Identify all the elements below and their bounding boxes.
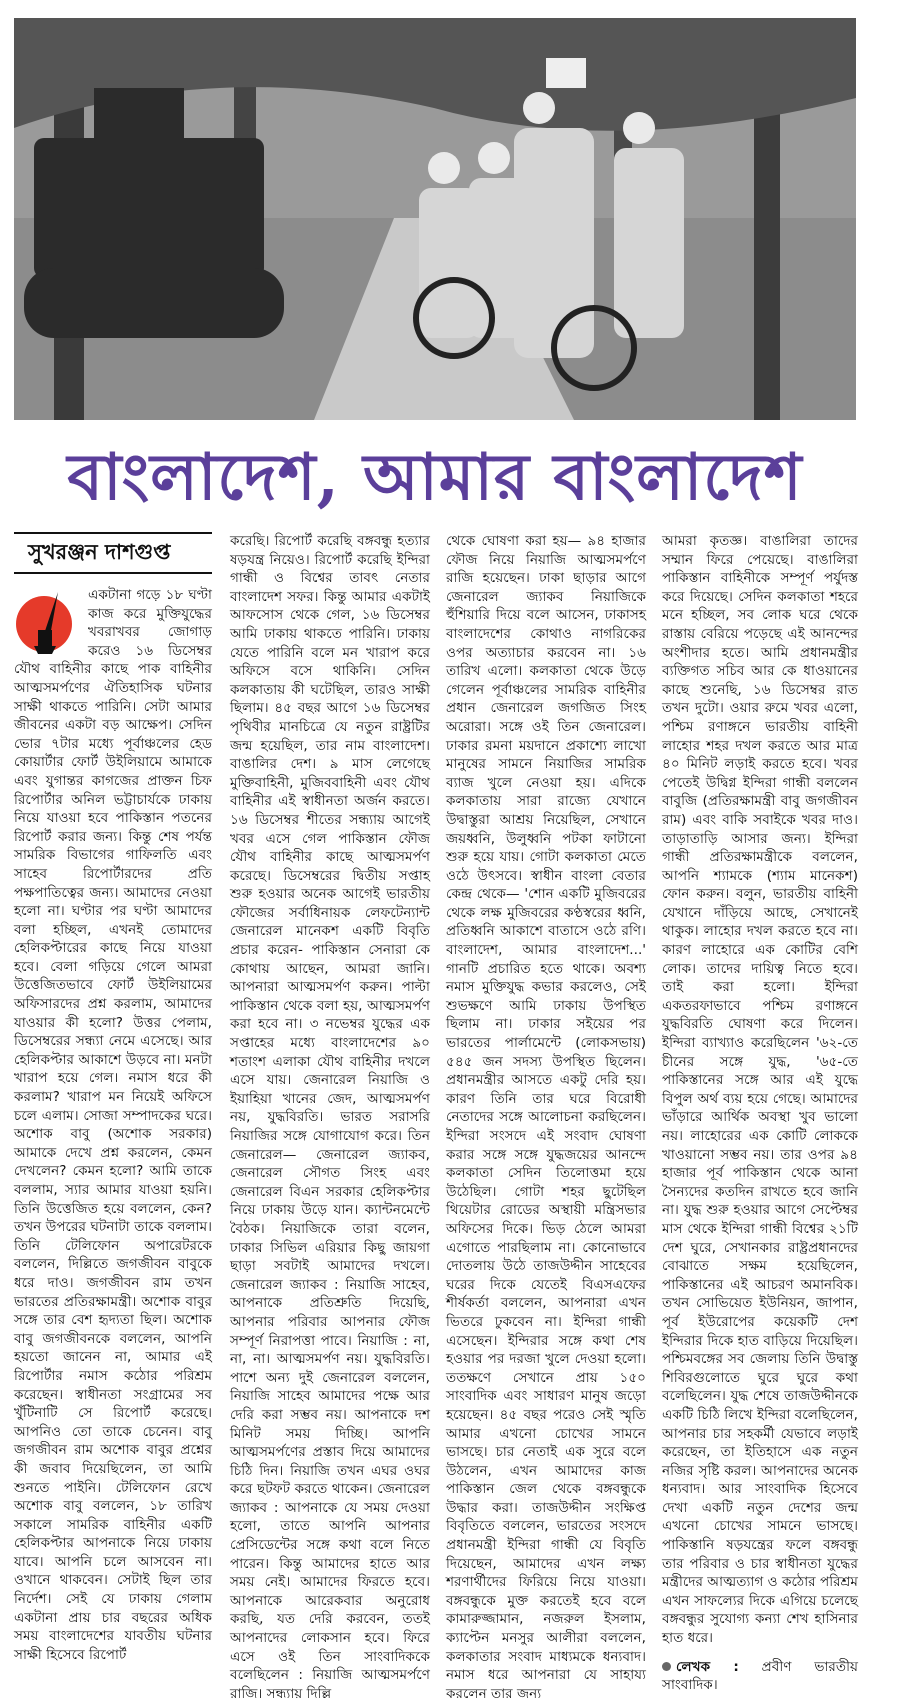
author-note-text: প্রবীণ ভারতীয় সাংবাদিক।: [662, 1658, 858, 1694]
author-note: [662, 1658, 858, 1695]
rocket-logo-icon: [14, 586, 78, 656]
article-column-1: [14, 532, 212, 1663]
column-text: আমরা কৃতজ্ঞ। বাঙালিরা তাদের সম্মান ফিরে পেয়েছে। বাঙালিরা পাকিস্তান বাহিনীকে সম্পূর্ণ পর্যুদস্ত করে দিয়েছে। সেদিন কলকাতা শহরে মনে হচ্ছিল, সব লোক ঘরে থেকে রাস্তায় বেরিয়ে পড়েছে এই আনন্দের অংশীদার হতে। আমি প্রধানমন্ত্রীর ব্যক্তিগত সচিব আর কে ধাওয়ানের কাছে শুনেছি, ১৬ ডিসেম্বর রাত তখন দুটো। ওয়ার রুমে খবর এলো, পশ্চিম রণাঙ্গনে ভারতীয় বাহিনী লাহোর শহর দখল করতে আর মাত্র ৪০ মিনিট লড়াই করতে হবে। খবর পেতেই উদ্বিগ্ন ইন্দিরা গান্ধী বললেন বাবুজি (প্রতিরক্ষামন্ত্রী বাবু জগজীবন রাম) এবং বাকি সবাইকে খবর দাও। তাড়াতাড়ি আসার জন্য। ইন্দিরা গান্ধী প্রতিরক্ষামন্ত্রীকে বললেন, আপনি শ্যামকে (শ্যাম মানেকশ) ফোন করুন। বলুন, ভারতীয় বাহিনী যেখানে দাঁড়িয়ে আছে, সেখানেই থাকুক। লাহোর দখল করতে হবে না। কারণ লাহোরে এক কোটির বেশি লোক। তাদের দায়িত্ব নিতে হবে। তাই করা হলো। ইন্দিরা একতরফাভাবে পশ্চিম রণাঙ্গনে যুদ্ধবিরতি ঘোষণা করে দিলেন। ইন্দিরা ব্যাখ্যাও করেছিলেন '৬২-তে চীনের সঙ্গে যুদ্ধ, '৬৫-তে পাকিস্তানের সঙ্গে আর এই যুদ্ধে বিপুল অর্থ ব্যয় হয়ে গেছে। আমাদের ভাঁড়ারে আর্থিক অবস্থা খুব ভালো নয়। লাহোরের এক কোটি লোককে খাওয়ানো সম্ভব নয়। তার ওপর ৯৪ হাজার পূর্ব পাকিস্তান থেকে আনা সৈন্যদের কতদিন রাখতে হবে জানি না। যুদ্ধ শুরু হওয়ার আগে সেপ্টেম্বর মাস থেকে ইন্দিরা গান্ধী বিশ্বের ২১টি দেশ ঘুরে, সেখানকার রাষ্ট্রপ্রধানদের বোঝাতে সক্ষম হয়েছিলেন, পাকিস্তানের এই আচরণ অমানবিক। তখন সোভিয়েত ইউনিয়ন, জাপান, পূর্ব ইউরোপের কয়েকটি দেশ ইন্দিরার দিকে হাত বাড়িয়ে দিয়েছিল। পশ্চিমবঙ্গের সব জেলায় তিনি উদ্বাস্তু শিবিরগুলোতে ঘুরে ঘুরে কথা বলেছিলেন। যুদ্ধ শেষে তাজউদ্দীনকে একটি চিঠি লিখে ইন্দিরা বলেছিলেন, আপনার চার সহকর্মী যেভাবে লড়াই করেছেন, তা ইতিহাসে এক নতুন নজির সৃষ্টি করল। আপনাদের অনেক ধন্যবাদ। আর সাংবাদিক হিসেবে দেখা একটি নতুন দেশের জন্ম এখনো চোখের সামনে ভাসছে। পাকিস্তানি ষড়যন্ত্রের ফলে বঙ্গবন্ধু তার পরিবার ও চার স্বাধীনতা যুদ্ধের মন্ত্রীদের আত্মত্যাগ ও কঠোর পরিশ্রম এখন সাফল্যের দিকে এগিয়ে চলেছে বঙ্গবন্ধুর সুযোগ্য কন্যা শেখ হাসিনার হাত ধরে।: [662, 533, 858, 1647]
article-column-2: [230, 532, 430, 1702]
bullet-icon: [662, 1662, 671, 1671]
headline: বাংলাদেশ, আমার বাংলাদেশ: [67, 440, 803, 515]
byline: সুখরঞ্জন দাশগুপ্ত: [14, 532, 212, 574]
author-note-label: লেখক :: [676, 1658, 739, 1675]
article-column-3: [446, 532, 646, 1702]
hero-photo: [14, 18, 856, 420]
column-text: থেকে ঘোষণা করা হয়— ৯৪ হাজার ফৌজ নিয়ে নিয়াজি আত্মসমর্পণে রাজি হয়েছেন। ঢাকা ছাড়ার আগে জেনারেল জ্যাকব নিয়াজিকে হুঁশিয়ারি দিয়ে বলে আসেন, ঢাকাসহ বাংলাদেশের কোথাও নাগরিকের ওপর অত্যাচার করবেন না। ১৬ তারিখ এলো। কলকাতা থেকে উড়ে গেলেন পূর্বাঞ্চলের সামরিক বাহিনীর প্রধান জেনারেল জগজিত সিংহ অরোরা। সঙ্গে ওই তিন জেনারেল। ঢাকার রমনা ময়দানে প্রকাশ্যে লাখো মানুষের সামনে নিয়াজির সামরিক ব্যাজ খুলে নেওয়া হয়। এদিকে কলকাতায় সারা রাজ্যে যেখানে উদ্বাস্তুরা আশ্রয় নিয়েছিল, সেখানে জয়ধ্বনি, উলুধ্বনি পটকা ফাটানো শুরু হয়ে যায়। গোটা কলকাতা মেতে ওঠে উৎসবে। স্বাধীন বাংলা বেতার কেন্দ্র থেকে— 'শোন একটি মুজিবরের থেকে লক্ষ মুজিবরের কণ্ঠস্বরের ধ্বনি, প্রতিধ্বনি আকাশে বাতাসে ওঠে রণি। বাংলাদেশ, আমার বাংলাদেশ...' গানটি প্রচারিত হতে থাকে। অবশ্য নমাস মুক্তিযুদ্ধ কভার করলেও, সেই শুভক্ষণে আমি ঢাকায় উপস্থিত ছিলাম না। ঢাকার সইয়ের পর ভারতের পার্লামেন্টে (লোকসভায়) ৫৪৫ জন সদস্য উপস্থিত ছিলেন। প্রধানমন্ত্রীর আসতে একটু দেরি হয়। কারণ তিনি তার ঘরে বিরোধী নেতাদের সঙ্গে আলোচনা করছিলেন। ইন্দিরা সংসদে এই সংবাদ ঘোষণা করার সঙ্গে সঙ্গে যুদ্ধজয়ের আনন্দে কলকাতা সেদিন তিলোত্তমা হয়ে উঠেছিল। গোটা শহর ছুটেছিল থিয়েটার রোডের অস্থায়ী মন্ত্রিসভার অফিসের দিকে। ভিড় ঠেলে আমরা এগোতে পারছিলাম না। কোনোভাবে দোতলায় উঠে তাজউদ্দীন সাহেবের ঘরের দিকে যেতেই বিএসএফের শীর্ষকর্তা বললেন, আপনারা এখন ভিতরে ঢুকবেন না। ইন্দিরা গান্ধী এসেছেন। ইন্দিরার সঙ্গে কথা শেষ হওয়ার পর দরজা খুলে দেওয়া হলো। ততক্ষণে সেখানে প্রায় ১৫০ সাংবাদিক এবং সাধারণ মানুষ জড়ো হয়েছেন। ৪৫ বছর পরেও সেই স্মৃতি আমার এখনো চোখের সামনে ভাসছে। চার নেতাই এক সুরে বলে উঠলেন, এখন আমাদের কাজ পাকিস্তান জেল থেকে বঙ্গবন্ধুকে উদ্ধার করা। তাজউদ্দীন সংক্ষিপ্ত বিবৃতিতে বললেন, ভারতের সংসদে প্রধানমন্ত্রী ইন্দিরা গান্ধী যে বিবৃতি দিয়েছেন, আমাদের এখন লক্ষ্য শরণার্থীদের ফিরিয়ে নিয়ে যাওয়া। বঙ্গবন্ধুকে মুক্ত করতেই হবে বলে কামারুজ্জামান, নজরুল ইসলাম, ক্যাপ্টেন মনসুর আলীরা বললেন, কলকাতার সংবাদ মাধ্যমকে ধন্যবাদ। নমাস ধরে আপনারা যে সাহায্য করলেন তার জন্য: [446, 533, 646, 1702]
column-text: একটানা গড়ে ১৮ ঘণ্টা কাজ করে মুক্তিযুদ্ধের খবরাখবর জোগাড় করেও ১৬ ডিসেম্বর যৌথ বাহিনীর কাছে পাক বাহিনীর আত্মসমর্পণের ঐতিহাসিক ঘটনার সাক্ষী থাকতে পারিনি। সেটা আমার জীবনের একটা বড় আক্ষেপ। সেদিন ভোর ৭টার মধ্যে পূর্বাঞ্চলের হেড কোয়ার্টার ফোর্ট উইলিয়ামে আমাকে এবং যুগান্তর কাগজের প্রাক্তন চিফ রিপোর্টার অনিল ভট্টাচার্যকে ঢাকায় নিয়ে যাওয়া হবে পাকিস্তান পতনের রিপোর্ট করার জন্য। কিন্তু শেষ পর্যন্ত সামরিক বিভাগের গাফিলতি এবং সাহেব রিপোর্টারদের প্রতি পক্ষপাতিত্বের জন্য। আমাদের নেওয়া হলো না। ঘণ্টার পর ঘণ্টা আমাদের বলা হচ্ছিল, এখনই তোমাদের হেলিকপ্টারের কাছে নিয়ে যাওয়া হবে। বেলা গড়িয়ে গেলে আমরা উত্তেজিতভাবে ফোর্ট উইলিয়ামের অফিসারদের প্রশ্ন করলাম, আমাদের যাওয়ার কী হলো? উত্তর পেলাম, ডিসেম্বরের সন্ধ্যা নেমে এসেছে। আর হেলিকপ্টার আকাশে উড়বে না। মনটা খারাপ হয়ে গেল। নমাস ধরে কী করলাম? খারাপ মন নিয়েই অফিসে চলে এলাম। সোজা সম্পাদকের ঘরে। অশোক বাবু (অশোক সরকার) আমাকে দেখে প্রশ্ন করলেন, কেমন দেখলেন? কেমন হলো? আমি তাকে বললাম, স্যার আমার যাওয়া হয়নি। তিনি উত্তেজিত হয়ে বললেন, কেন? তখন উপরের ঘটনাটা তাকে বললাম। তিনি টেলিফোন অপারেটরকে বললেন, দিল্লিতে জগজীবন বাবুকে ধরে দাও। জগজীবন রাম তখন ভারতের প্রতিরক্ষামন্ত্রী। অশোক বাবুর সঙ্গে তার বেশ হৃদ্যতা ছিল। অশোক বাবু জগজীবনকে বললেন, আপনি হয়তো জানেন না, আমার এই রিপোর্টার নমাস কঠোর পরিশ্রম করেছেন। স্বাধীনতা সংগ্রামের সব খুঁটিনাটি সে রিপোর্ট করেছে। আপনিও তো তাকে চেনেন। বাবু জগজীবন রাম অশোক বাবুর প্রশ্নের কী জবাব দিয়েছিলেন, তা আমি শুনতে পাইনি। টেলিফোন রেখে অশোক বাবু বললেন, ১৮ তারিখ সকালে সামরিক বাহিনীর একটি হেলিকপ্টার আপনাকে নিয়ে ঢাকায় যাবে। আপনি চলে আসবেন না। ওখানে থাকবেন। সেটাই ছিল তার নির্দেশ। সেই যে ঢাকায় গেলাম একটানা প্রায় চার বছরের অধিক সময় বাংলাদেশের যাবতীয় ঘটনার সাক্ষী হিসেবে রিপোর্ট: [14, 587, 212, 1663]
article-column-4: [662, 532, 858, 1694]
column-text: করেছি। রিপোর্ট করেছি বঙ্গবন্ধু হত্যার ষড়যন্ত্র নিয়েও। রিপোর্ট করেছি ইন্দিরা গান্ধী ও বিশ্বের তাবৎ নেতার বাংলাদেশ সফর। কিন্তু আমার একটাই আফসোস থেকে গেল, ১৬ ডিসেম্বর আমি ঢাকায় থাকতে পারিনি। ঢাকায় যেতে পারিনি বলে মন খারাপ করে অফিসে বসে থাকিনি। সেদিন কলকাতায় কী ঘটেছিল, তারও সাক্ষী ছিলাম। ৪৫ বছর আগে ১৬ ডিসেম্বর পৃথিবীর মানচিত্রে যে নতুন রাষ্ট্রটির জন্ম হয়েছিল, তার নাম বাংলাদেশ। বাঙালির দেশ। ৯ মাস লেগেছে মুক্তিবাহিনী, মুজিববাহিনী এবং যৌথ বাহিনীর এই স্বাধীনতা অর্জন করতে। ১৬ ডিসেম্বর শীতের সন্ধ্যায় আগেই খবর এসে গেল পাকিস্তান ফৌজ যৌথ বাহিনীর কাছে আত্মসমর্পণ করেছে। ডিসেম্বরের দ্বিতীয় সপ্তাহ শুরু হওয়ার অনেক আগেই ভারতীয় ফৌজের সর্বাধিনায়ক লেফটেন্যান্ট জেনারেল মানেকশ একটি বিবৃতি প্রচার করেন- পাকিস্তান সেনারা কে কোথায় আছেন, আমরা জানি। আপনারা আত্মসমর্পণ করুন। পাল্টা পাকিস্তান থেকে বলা হয়, আত্মসমর্পণ করা হবে না। ৩ নভেম্বর যুদ্ধের এক সপ্তাহের মধ্যে বাংলাদেশের ৯০ শতাংশ এলাকা যৌথ বাহিনীর দখলে এসে যায়। জেনারেল নিয়াজি ও ইয়াহিয়া খানের জেদ, আত্মসমর্পণ নয়, যুদ্ধবিরতি। ভারত সরাসরি নিয়াজির সঙ্গে যোগাযোগ করে। তিন জেনারেল— জেনারেল জ্যাকব, জেনারেল সৌগত সিংহ এবং জেনারেল বিএন সরকার হেলিকপ্টার নিয়ে ঢাকায় উড়ে যান। ক্যান্টনমেন্টে বৈঠক। নিয়াজিকে তারা বলেন, ঢাকার সিভিল এরিয়ার কিছু জায়গা ছাড়া সবটাই আমাদের দখলে। জেনারেল জ্যাকব : নিয়াজি সাহেব, আপনাকে প্রতিশ্রুতি দিয়েছি, আপনার পরিবার আপনার ফৌজ সম্পূর্ণ নিরাপত্তা পাবে। নিয়াজি : না, না, না। আত্মসমর্পণ নয়। যুদ্ধবিরতি। পাশে অন্য দুই জেনারেল বললেন, নিয়াজি সাহেব আমাদের পক্ষে আর দেরি করা সম্ভব নয়। আপনাকে দশ মিনিট সময় দিচ্ছি। আপনি আত্মসমর্পণের প্রস্তাব দিয়ে আমাদের চিঠি দিন। নিয়াজি তখন এঘর ওঘর করে ছটফট করতে থাকেন। জেনারেল জ্যাকব : আপনাকে যে সময় দেওয়া হলো, তাতে আপনি আপনার প্রেসিডেন্টের সঙ্গে কথা বলে নিতে পারেন। কিন্তু আমাদের হাতে আর সময় নেই। আমাদের ফিরতে হবে। আপনাকে আরেকবার অনুরোধ করছি, যত দেরি করবেন, ততই আপনাদের লোকসান হবে। ফিরে এসে ওই তিন সাংবাদিককে বলেছিলেন : নিয়াজি আত্মসমর্পণে রাজি। সন্ধ্যায় দিল্লি: [230, 533, 430, 1702]
